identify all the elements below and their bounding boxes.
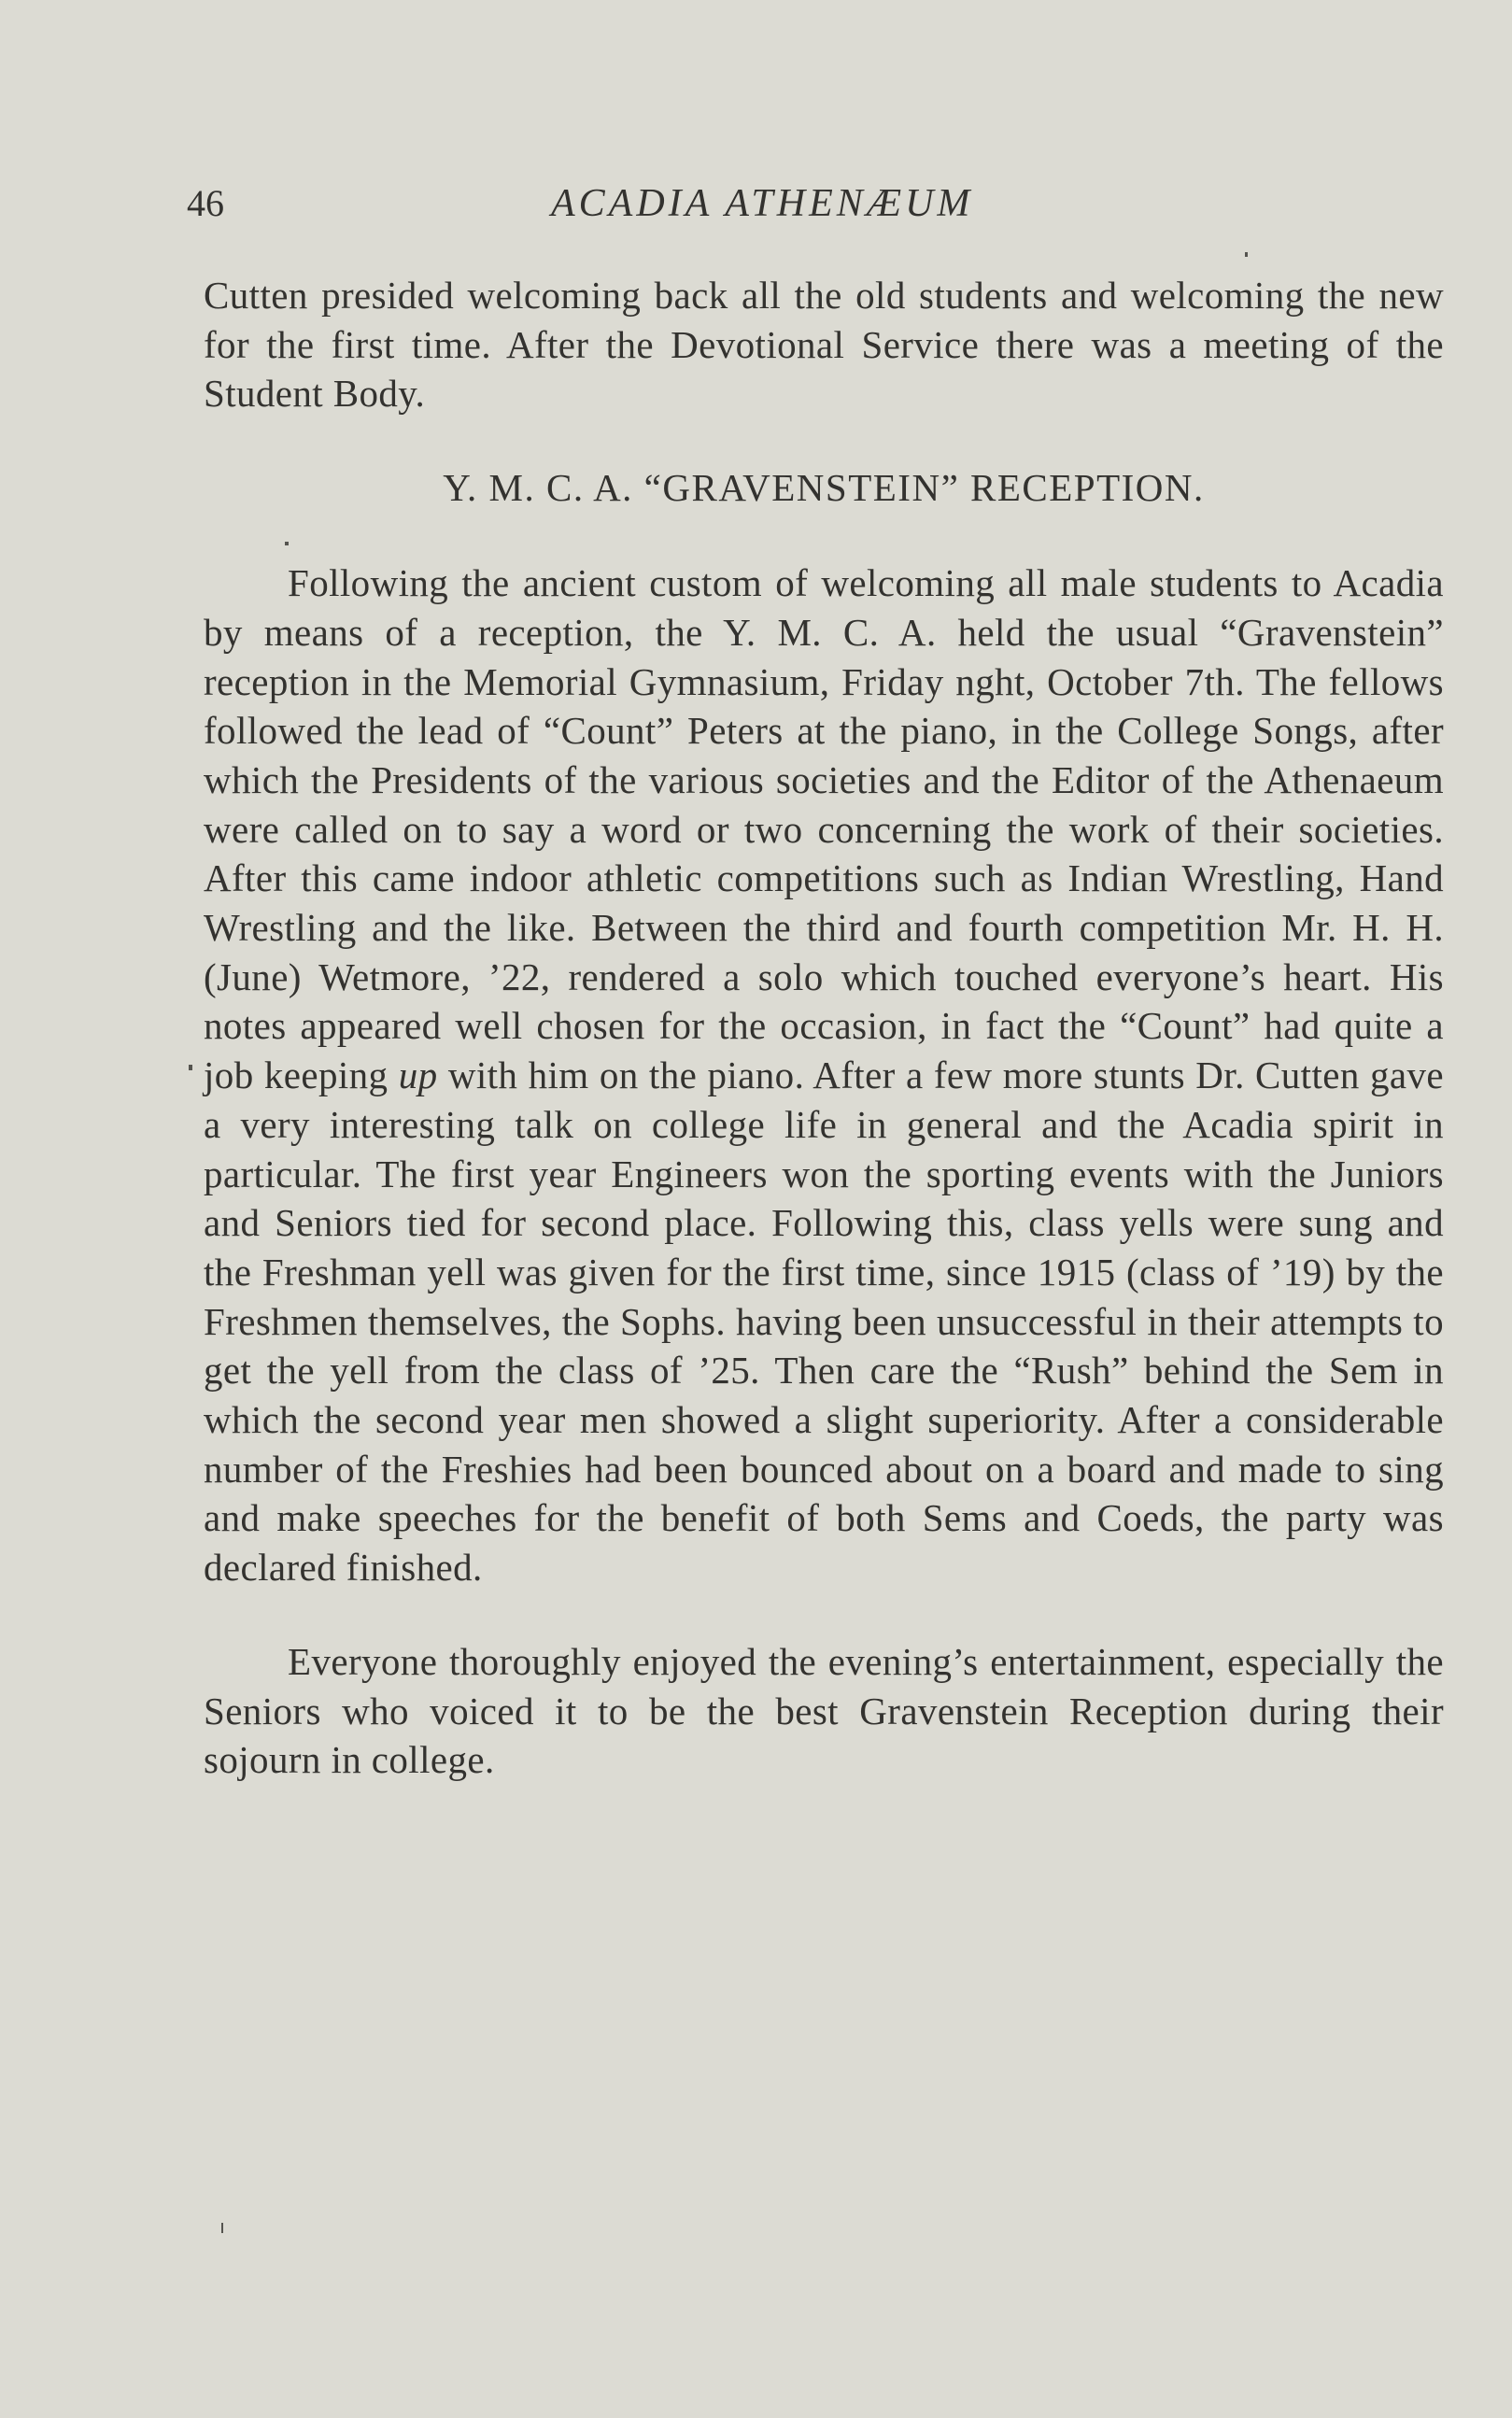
spacer — [204, 1592, 1444, 1637]
paragraph-closing: Everyone thoroughly enjoyed the evening’s entertainment, especially the Seniors who voiced it to be the best Gravenstein Reception during their sojourn in college. — [204, 1639, 1444, 1782]
article-body — [204, 271, 1444, 1785]
section-heading: Y. M. C. A. “GRAVENSTEIN” RECEPTION. — [443, 466, 1205, 510]
spacer — [204, 516, 1444, 559]
print-speck — [189, 1065, 192, 1070]
page-header — [0, 176, 1512, 232]
page-number: 46 — [187, 182, 224, 224]
print-speck — [1245, 252, 1248, 257]
italic-word: up — [398, 1053, 438, 1097]
paragraph-continued: Cutten presided welcoming back all the old students and welcoming the new for the first time. After the Devotional Service there was a meeting of the Student Body. — [204, 274, 1444, 416]
print-speck — [221, 2223, 223, 2233]
paragraph-text-continued: with him on the piano. After a few more stunts Dr. Cutten gave a very interesting talk on college life in general and the Acadia spirit in particular. The first year Engineers won the sporting events with the Juniors and Seniors tied for second place. Following this, class yells were sung and the Freshman yell was given for the first time, since 1915 (class of ’19) by the Freshmen themselves, the Sophs. having been unsuccessful in their attempts to get the yell from the class of ’25. Then care the “Rush” behind the Sem in which the second year men showed a slight superiority. After a considerable number of the Freshies had been bounced about on a board and made to sing and make speeches for the benefit of both Sems and Coeds, the party was declared finished. — [204, 1053, 1444, 1590]
paragraph-reception — [204, 559, 1444, 1592]
spacer — [204, 418, 1444, 460]
paragraph-text: Following the ancient custom of welcoming all male students to Acadia by means of a reception, the Y. M. C. A. held the usual “Gravenstein” reception in the Memorial Gymnasium, Friday nght, October 7th. The fellows followed the lead of “Count” Peters at the piano, in the College Songs, after which the Presidents of the various societies and the Editor of the Athenaeum were called on to say a word or two concerning the work of their societies. After this came indoor athletic competitions such as Indian Wrestling, Hand Wrestling and the like. Between the third and fourth competition Mr. H. H. (June) Wetmore, ’22, rendered a solo which touched everyone’s heart. His notes appeared well chosen for the occasion, in fact the “Count” had quite a job keeping — [204, 561, 1444, 1097]
running-title: ACADIA ATHENÆUM — [551, 182, 974, 225]
print-speck — [285, 542, 289, 545]
